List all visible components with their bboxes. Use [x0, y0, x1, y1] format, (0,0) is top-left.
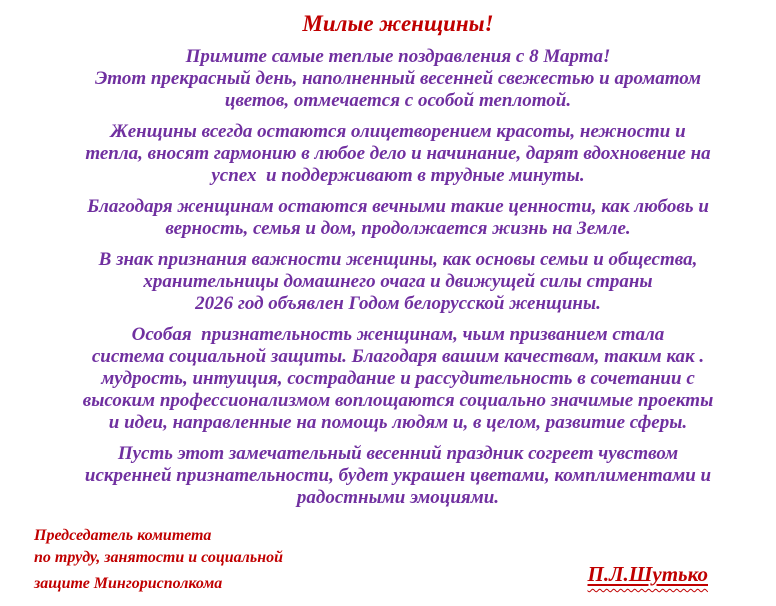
paragraph-closing-wish	[26, 443, 770, 509]
text-line: система социальной защиты. Благодаря вашим качествам, таким как .	[91, 346, 705, 367]
signature-name	[588, 562, 708, 587]
text-line: радостными эмоциями.	[296, 487, 500, 508]
signature-position-line: Председатель комитета	[34, 527, 212, 544]
text-line: тепла, вносят гармонию в любое дело и начинание, дарят вдохновение на	[85, 143, 711, 164]
text-line: мудрость, интуиция, сострадание и рассудительность в сочетании с	[101, 368, 695, 389]
text-line: высоким профессионализмом воплощаются социально значимые проекты	[82, 390, 714, 411]
text-line: В знак признания важности женщины, как основы семьи и общества,	[98, 249, 698, 270]
paragraph-year-2026	[26, 249, 770, 315]
signature-position-line: по труду, занятости и социальной	[34, 549, 283, 566]
paragraph-women-qualities	[26, 121, 770, 187]
text-line: верность, семья и дом, продолжается жизнь на Земле.	[165, 218, 631, 239]
paragraph-greeting	[26, 46, 770, 112]
text-line: Пусть этот замечательный весенний праздник согреет чувством	[117, 443, 679, 464]
text-line: Этот прекрасный день, наполненный весенней свежестью и ароматом	[94, 68, 702, 89]
text-line: Примите самые теплые поздравления с 8 Марта!	[185, 46, 611, 67]
paragraph-values	[26, 196, 770, 240]
text-line: 2026 год объявлен Годом белорусской женщины.	[195, 293, 601, 314]
text-line: и идеи, направленные на помощь людям и, в целом, развитие сферы.	[108, 412, 688, 433]
page-title: Милые женщины!	[302, 11, 494, 36]
signature-position	[34, 525, 283, 595]
signature-name-text: П.Л.Шутько	[587, 562, 708, 586]
text-line: искренней признательности, будет украшен цветами, комплиментами и	[84, 465, 712, 486]
text-line: Женщины всегда остаются олицетворением красоты, нежности и	[110, 121, 686, 142]
paragraph-social-protection	[26, 324, 770, 434]
text-line: Особая признательность женщинам, чьим призванием стала	[131, 324, 665, 345]
text-line: цветов, отмечается с особой теплотой.	[224, 90, 572, 111]
signature-position-line: защите Мингорисполкома	[34, 575, 223, 592]
text-line: Благодаря женщинам остаются вечными такие ценности, как любовь и	[87, 196, 709, 217]
text-line: хранительницы домашнего очага и движущей силы страны	[143, 271, 653, 292]
text-line: успех и поддерживают в трудные минуты.	[211, 165, 585, 186]
signature-block	[26, 525, 770, 595]
